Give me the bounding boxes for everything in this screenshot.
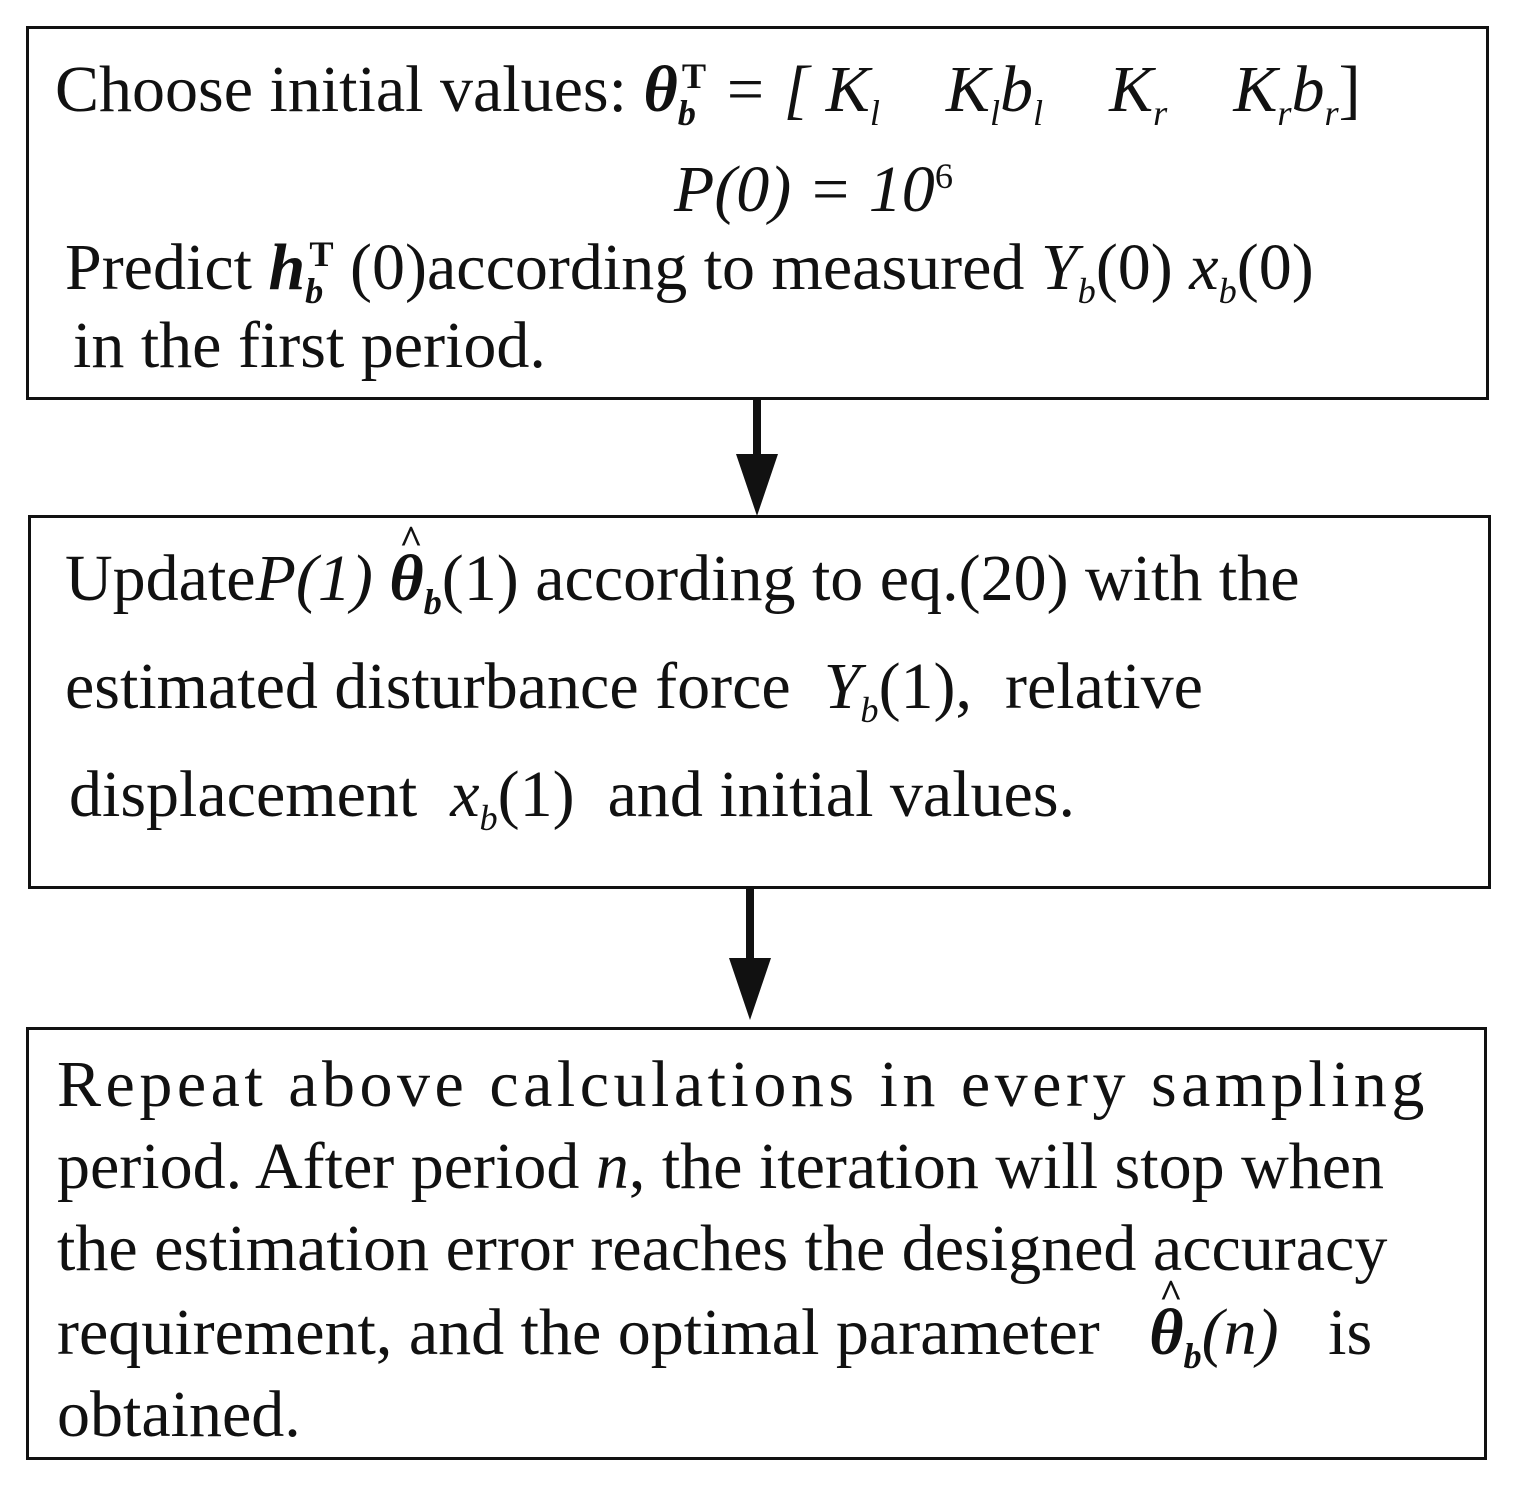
x-arg-2: (1)	[497, 758, 575, 831]
step3-line4: requirement, and the optimal parameter ^ $\theta_b(n)$ is	[57, 1300, 1372, 1374]
step3-line5: obtained.	[57, 1378, 301, 1451]
step2-box	[28, 515, 1491, 889]
param-vector: = [ $K_l$ $K_lb_l$ $K_r$ $K_rb_r$]	[722, 53, 1361, 134]
theta-n-arg: (n)	[1201, 1296, 1279, 1369]
step1-box	[26, 26, 1489, 400]
arrow-2-shaft	[746, 889, 754, 963]
choose-text: Choose initial values:	[55, 53, 644, 126]
step3-line2: period. After period n, the iteration will stop when	[57, 1130, 1385, 1203]
h-symbol: $h_b^T$	[268, 231, 334, 312]
predict-text: Predict	[65, 231, 252, 304]
arrow-2-head	[729, 958, 771, 1020]
relative-text: relative	[1005, 650, 1203, 723]
y-symbol: $Y_b$	[1040, 231, 1096, 312]
theta-symbol: $\theta_b^T$	[643, 53, 707, 134]
according-text: according to measured	[427, 231, 1025, 304]
step3-line3: the estimation error reaches the designed accuracy	[57, 1212, 1388, 1285]
step3-box	[26, 1027, 1487, 1460]
x-symbol-2: $x_b$	[450, 758, 498, 839]
step1-line1	[55, 53, 1361, 134]
initial-text: and initial values.	[607, 758, 1076, 831]
y-arg-2: (1),	[878, 650, 973, 723]
theta-hat-symbol: ^ $\theta_b$	[389, 546, 441, 620]
first-period-text: in the first period.	[73, 309, 546, 382]
n-symbol: n	[595, 1130, 629, 1203]
y-symbol-2: $Y_b$	[823, 650, 879, 731]
eq-text: according to eq.(20) with the	[535, 542, 1300, 615]
step2-line1	[65, 542, 1300, 623]
theta-arg: (1)	[441, 542, 519, 615]
h-arg: (0)	[350, 231, 428, 304]
y-arg: (0)	[1095, 231, 1173, 304]
step3-line1: Repeat above calculations in every sampling	[57, 1048, 1429, 1121]
p1-symbol: P(1)	[255, 542, 373, 615]
step1-line3	[65, 231, 1314, 312]
step2-line2	[65, 650, 1203, 731]
displacement-text: displacement	[69, 758, 418, 831]
x-arg: (0)	[1236, 231, 1314, 304]
theta-hat-symbol-2: ^ $\theta_b$	[1149, 1300, 1201, 1374]
p0-equation: $P(0) = 10^6$	[674, 153, 953, 226]
update-text: Update	[65, 542, 256, 615]
estimated-text: estimated disturbance force	[65, 650, 791, 723]
arrow-1-shaft	[753, 400, 761, 460]
step2-line3	[69, 758, 1076, 839]
x-symbol: $x_b$	[1189, 231, 1237, 312]
arrow-1-head	[736, 454, 778, 516]
